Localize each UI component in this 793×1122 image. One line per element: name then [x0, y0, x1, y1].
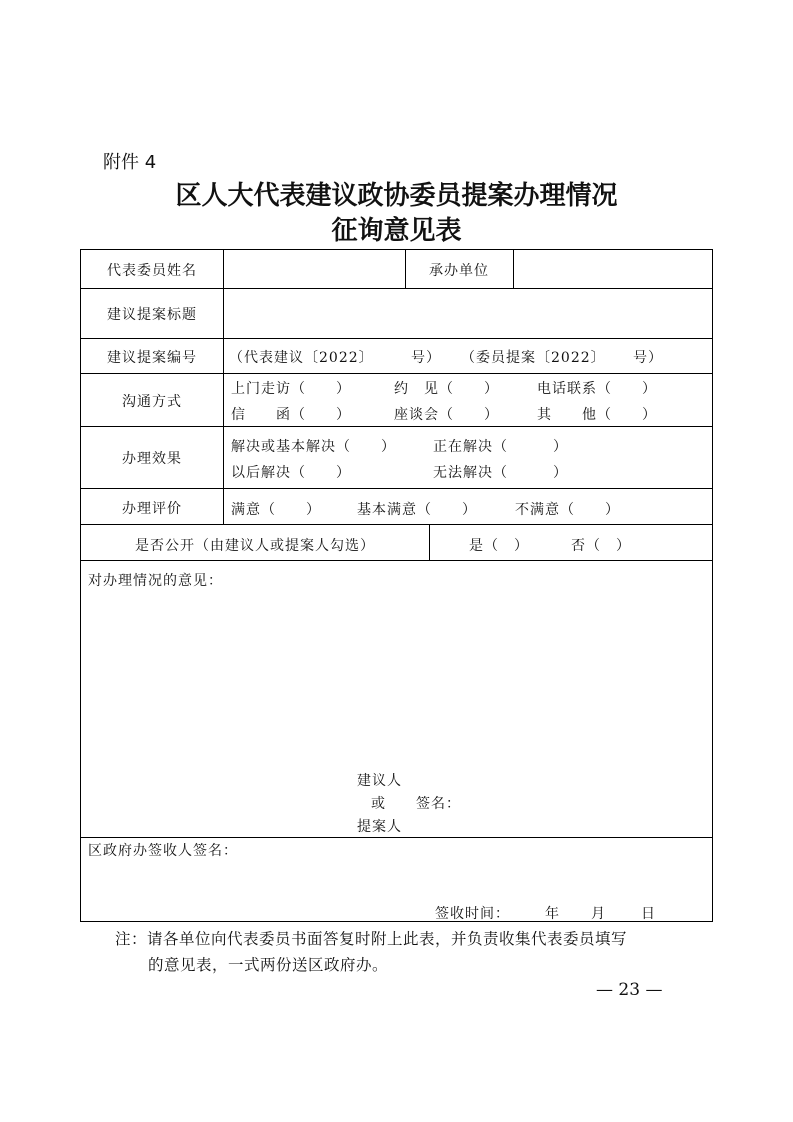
option-public-no[interactable]: 否（ ）: [571, 538, 631, 554]
committee-proposal-number[interactable]: （委员提案〔2022〕: [461, 350, 606, 366]
label-opinion: 对办理情况的意见：: [88, 573, 223, 589]
form-title-line1: 区人大代表建议政协委员提案办理情况: [175, 181, 618, 211]
label-handling-effect: 办理效果: [122, 451, 182, 467]
label-receipt-time: 签收时间：: [435, 906, 510, 922]
row-divider: [81, 338, 712, 339]
option-phone-contact[interactable]: 电话联系（ ）: [537, 381, 657, 397]
row-divider: [81, 560, 712, 561]
receipt-day[interactable]: 日: [641, 906, 656, 922]
option-public-yes[interactable]: 是（ ）: [469, 538, 529, 554]
option-solving[interactable]: 正在解决（ ）: [433, 439, 568, 455]
page-number: — 23 —: [596, 980, 663, 1000]
opinion-text-area[interactable]: [88, 592, 703, 742]
row-divider: [81, 288, 712, 289]
signer-line2: 或 签名：: [371, 796, 461, 812]
option-home-visit[interactable]: 上门走访（ ）: [231, 381, 351, 397]
row-divider: [81, 373, 712, 374]
footnote-line2: 的意见表，一式两份送区政府办。: [148, 956, 389, 974]
row-divider: [81, 426, 712, 427]
attachment-label: 附件 4: [103, 152, 157, 173]
label-make-public: 是否公开（由建议人或提案人勾选）: [135, 538, 375, 554]
suggestion-number-suffix: 号）: [411, 350, 441, 366]
option-unsolvable[interactable]: 无法解决（ ）: [433, 465, 568, 481]
footnote-line1: 注：请各单位向代表委员书面答复时附上此表，并负责收集代表委员填写: [115, 930, 628, 948]
feedback-form-table: [80, 249, 713, 922]
row-divider: [81, 837, 712, 838]
option-basically-satisfied[interactable]: 基本满意（ ）: [357, 502, 477, 518]
option-satisfied[interactable]: 满意（ ）: [231, 502, 321, 518]
option-dissatisfied[interactable]: 不满意（ ）: [515, 502, 620, 518]
option-symposium[interactable]: 座谈会（ ）: [394, 407, 499, 423]
receipt-year[interactable]: 年: [545, 906, 560, 922]
row-divider: [81, 488, 712, 489]
row-divider: [81, 524, 712, 525]
label-proposal-number: 建议提案编号: [107, 350, 197, 366]
signer-line1: 建议人: [357, 773, 402, 789]
option-appointment[interactable]: 约 见（ ）: [394, 381, 499, 397]
label-proposal-title: 建议提案标题: [107, 307, 197, 323]
label-receipt-signature: 区政府办签收人签名：: [88, 843, 238, 859]
option-solved[interactable]: 解决或基本解决（ ）: [231, 439, 396, 455]
proposal-title-field[interactable]: [224, 291, 710, 336]
receipt-month[interactable]: 月: [591, 906, 606, 922]
label-handling-evaluation: 办理评价: [122, 501, 182, 517]
proposal-number-suffix: 号）: [633, 350, 663, 366]
label-communication-method: 沟通方式: [122, 394, 182, 410]
option-letter[interactable]: 信 函（ ）: [231, 407, 351, 423]
signer-line3: 提案人: [357, 819, 402, 835]
option-other[interactable]: 其 他（ ）: [537, 407, 657, 423]
representative-name-field[interactable]: [224, 252, 404, 286]
column-divider: [429, 524, 430, 560]
option-solve-later[interactable]: 以后解决（ ）: [231, 465, 351, 481]
representative-suggestion-number[interactable]: （代表建议〔2022〕: [229, 350, 374, 366]
label-representative-name: 代表委员姓名: [107, 263, 197, 279]
label-handling-unit: 承办单位: [429, 263, 489, 279]
form-title-line2: 征询意见表: [331, 216, 462, 246]
handling-unit-field[interactable]: [514, 252, 710, 286]
